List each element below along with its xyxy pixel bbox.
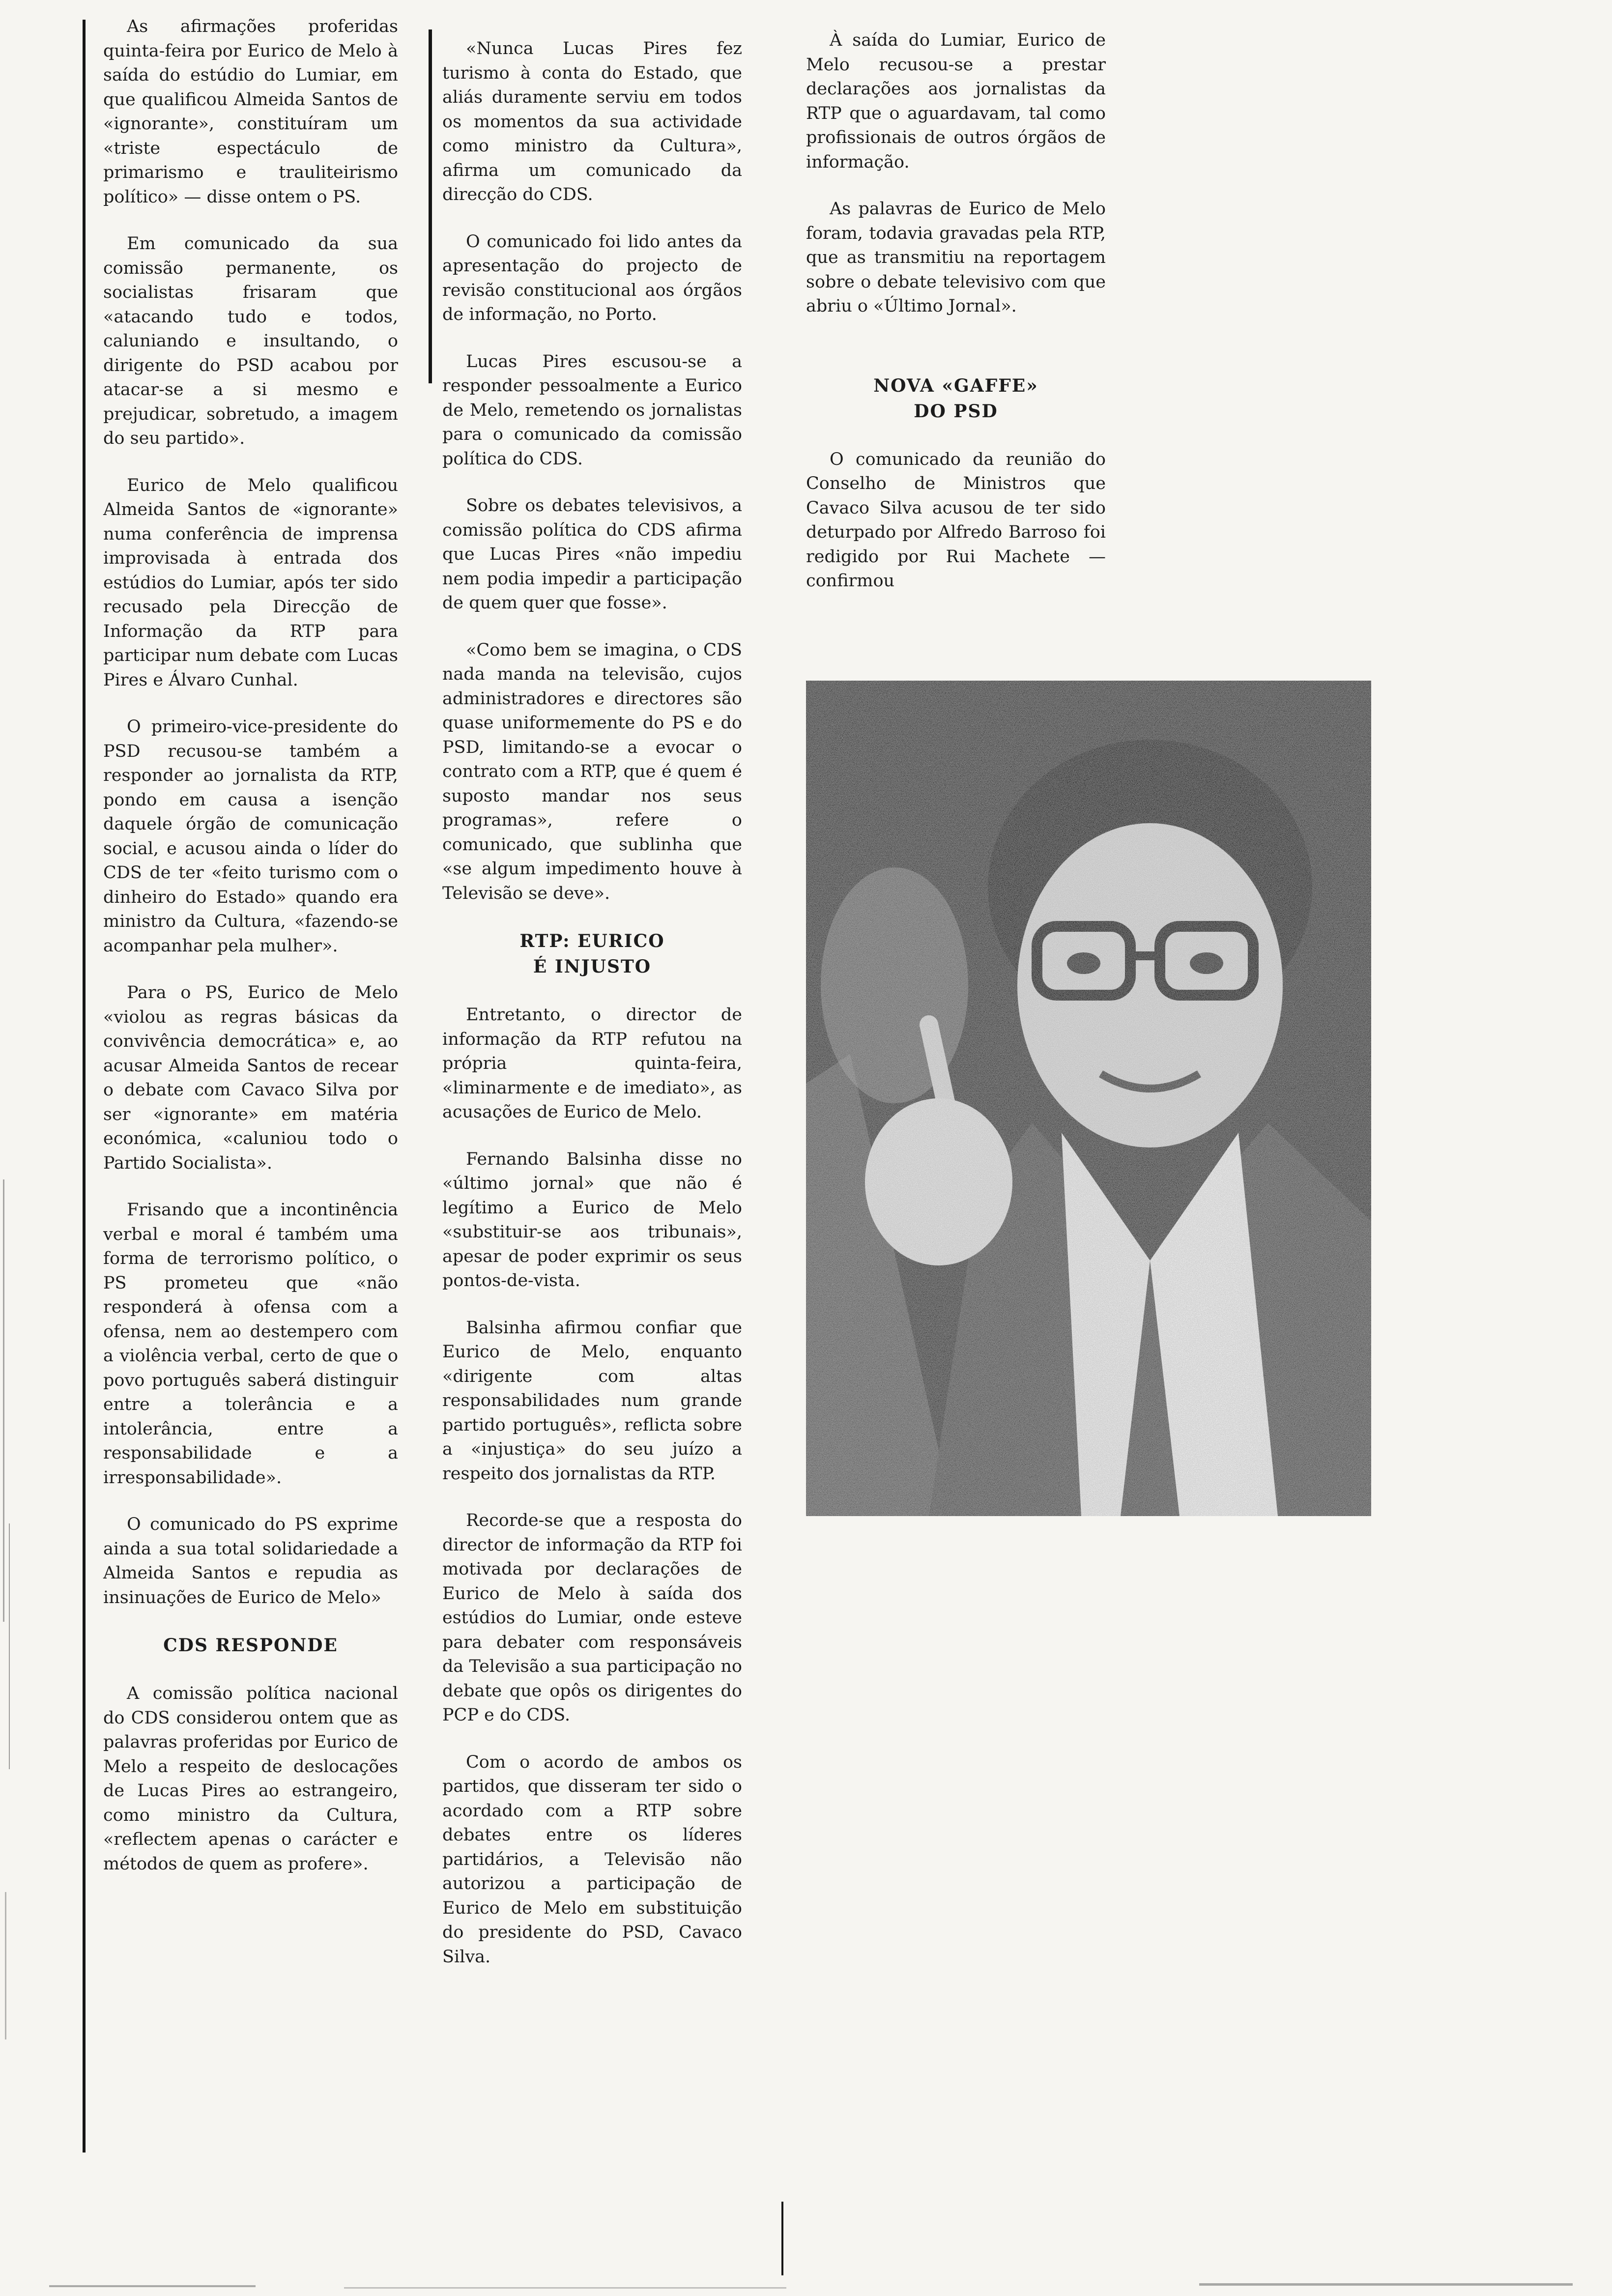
subheading-line: DO PSD <box>914 401 998 422</box>
paragraph: As afirmações proferidas quinta-feira por Eurico de Melo à saída do estúdio do Lumiar, em que qualificou Almeida Santos de «ignorante», constituíram um «triste espectáculo de primarismo e trauliteirismo político» — disse ontem o PS. <box>103 17 398 207</box>
paragraph: Lucas Pires escusou-se a responder pessoalmente a Eurico de Melo, remetendo os jornalistas para o comunicado da comissão política do CDS. <box>442 351 742 469</box>
column-rule-middle-short <box>429 29 432 383</box>
subheading-line: CDS RESPONDE <box>163 1635 338 1656</box>
portrait-photo <box>806 681 1371 1516</box>
article-column-3 <box>806 29 1106 616</box>
column-rule-left <box>83 20 86 2152</box>
paragraph: Frisando que a incontinência verbal e moral é também uma forma de terrorismo político, o PS prometeu que «não responderá à ofensa com a ofensa, nem ao destempero com a violência verbal, certo de que o povo português saberá distinguir entre a tolerância e a intolerância, entre a responsabilidade e a irresponsabilidade». <box>103 1200 398 1488</box>
paragraph: «Como bem se imagina, o CDS nada manda na televisão, cujos administradores e directores são quase uniformemente do PS e do PSD, limitando-se a evocar o contrato com a RTP, que é quem é suposto mandar nos seus programas», refere o comunicado, que sublinha que «se algum impedimento houve à Televisão se deve». <box>442 640 742 903</box>
subheading <box>442 928 742 979</box>
paragraph: Para o PS, Eurico de Melo «violou as regras básicas da convivência democrática» e, ao acusar Almeida Santos de recear o debate com Cavaco Silva por ser «ignorante» em matéria económica, «caluniou todo o Partido Socialista». <box>103 983 398 1173</box>
paragraph: À saída do Lumiar, Eurico de Melo recusou-se a prestar declarações aos jornalistas da RTP que o aguardavam, tal como profissionais de outros órgãos de informação. <box>806 30 1106 172</box>
scan-bottom-edge <box>0 2261 1612 2296</box>
paragraph: Em comunicado da sua comissão permanente, os socialistas frisaram que «atacando tudo e todos, caluniando e insultando, o dirigente do PSD acabou por atacar-se a si mesmo e prejudicar, sobretudo, a imagem do seu partido». <box>103 234 398 448</box>
paragraph: Fernando Balsinha disse no «último jornal» que não é legítimo a Eurico de Melo «substituir-se aos tribunais», apesar de poder exprimir os seus pontos-de-vista. <box>442 1149 742 1291</box>
paragraph: A comissão política nacional do CDS considerou ontem que as palavras proferidas por Eurico de Melo a respeito de deslocações de Lucas Pires ao estrangeiro, como ministro da Cultura, «reflectem apenas o carácter e métodos de quem as profere». <box>103 1684 398 1874</box>
scan-margin-marks <box>0 0 20 2296</box>
paragraph: Eurico de Melo qualificou Almeida Santos de «ignorante» numa conferência de imprensa improvisada à entrada dos estúdios do Lumiar, após ter sido recusado pela Direcção de Informação da RTP para participar num debate com Lucas Pires e Álvaro Cunhal. <box>103 475 398 690</box>
paragraph: O primeiro-vice-presidente do PSD recusou-se também a responder ao jornalista da RTP, pondo em causa a isenção daquele órgão de comunicação social, e acusou ainda o líder do CDS de ter «feito turismo com o dinheiro do Estado» quando era ministro da Cultura, «fazendo-se acompanhar pela mulher». <box>103 717 398 956</box>
subheading-line: NOVA «GAFFE» <box>873 375 1038 396</box>
paragraph: O comunicado do PS exprime ainda a sua total solidariedade a Almeida Santos e repudia as insinuações de Eurico de Melo» <box>103 1515 398 1607</box>
subheading-line: RTP: EURICO <box>519 931 665 951</box>
paragraph: Com o acordo de ambos os partidos, que disseram ter sido o acordado com a RTP sobre debates entre os líderes partidários, a Televisão não autorizou a participação de Eurico de Melo em substituição do presidente do PSD, Cavaco Silva. <box>442 1752 742 1967</box>
subheading <box>103 1633 398 1658</box>
paragraph: O comunicado foi lido antes da apresentação do projecto de revisão constitucional aos órgãos de informação, no Porto. <box>442 231 742 324</box>
paragraph: Recorde-se que a resposta do director de informação da RTP foi motivada por declarações de Eurico de Melo à saída dos estúdios do Lumiar, onde esteve para debater com responsáveis da Televisão a sua participação no debate que opôs os dirigentes do PCP e do CDS. <box>442 1511 742 1725</box>
paragraph: As palavras de Eurico de Melo foram, todavia gravadas pela RTP, que as transmitiu na reportagem sobre o debate televisivo com que abriu o «Último Jornal». <box>806 199 1106 316</box>
article-column-1 <box>103 15 398 1899</box>
paragraph: «Nunca Lucas Pires fez turismo à conta do Estado, que aliás duramente serviu em todos os momentos da sua actividade como ministro da Cultura», afirma um comunicado da direcção do CDS. <box>442 39 742 204</box>
paragraph: Entretanto, o director de informação da RTP refutou na própria quinta-feira, «liminarmente e de imediato», as acusações de Eurico de Melo. <box>442 1005 742 1122</box>
paragraph: Balsinha afirmou confiar que Eurico de Melo, enquanto «dirigente com altas responsabilidades num grande partido português», reflicta sobre a «injustiça» do seu juízo a respeito dos jornalistas da RTP. <box>442 1318 742 1484</box>
subheading <box>806 373 1106 424</box>
paragraph: Sobre os debates televisivos, a comissão política do CDS afirma que Lucas Pires «não impediu nem podia impedir a participação de quem quer que fosse». <box>442 496 742 613</box>
subheading-line: É INJUSTO <box>533 956 652 977</box>
paragraph: O comunicado da reunião do Conselho de Ministros que Cavaco Silva acusou de ter sido deturpado por Alfredo Barroso foi redigido por Rui Machete — confirmou <box>806 449 1106 591</box>
article-column-2 <box>442 37 742 1992</box>
